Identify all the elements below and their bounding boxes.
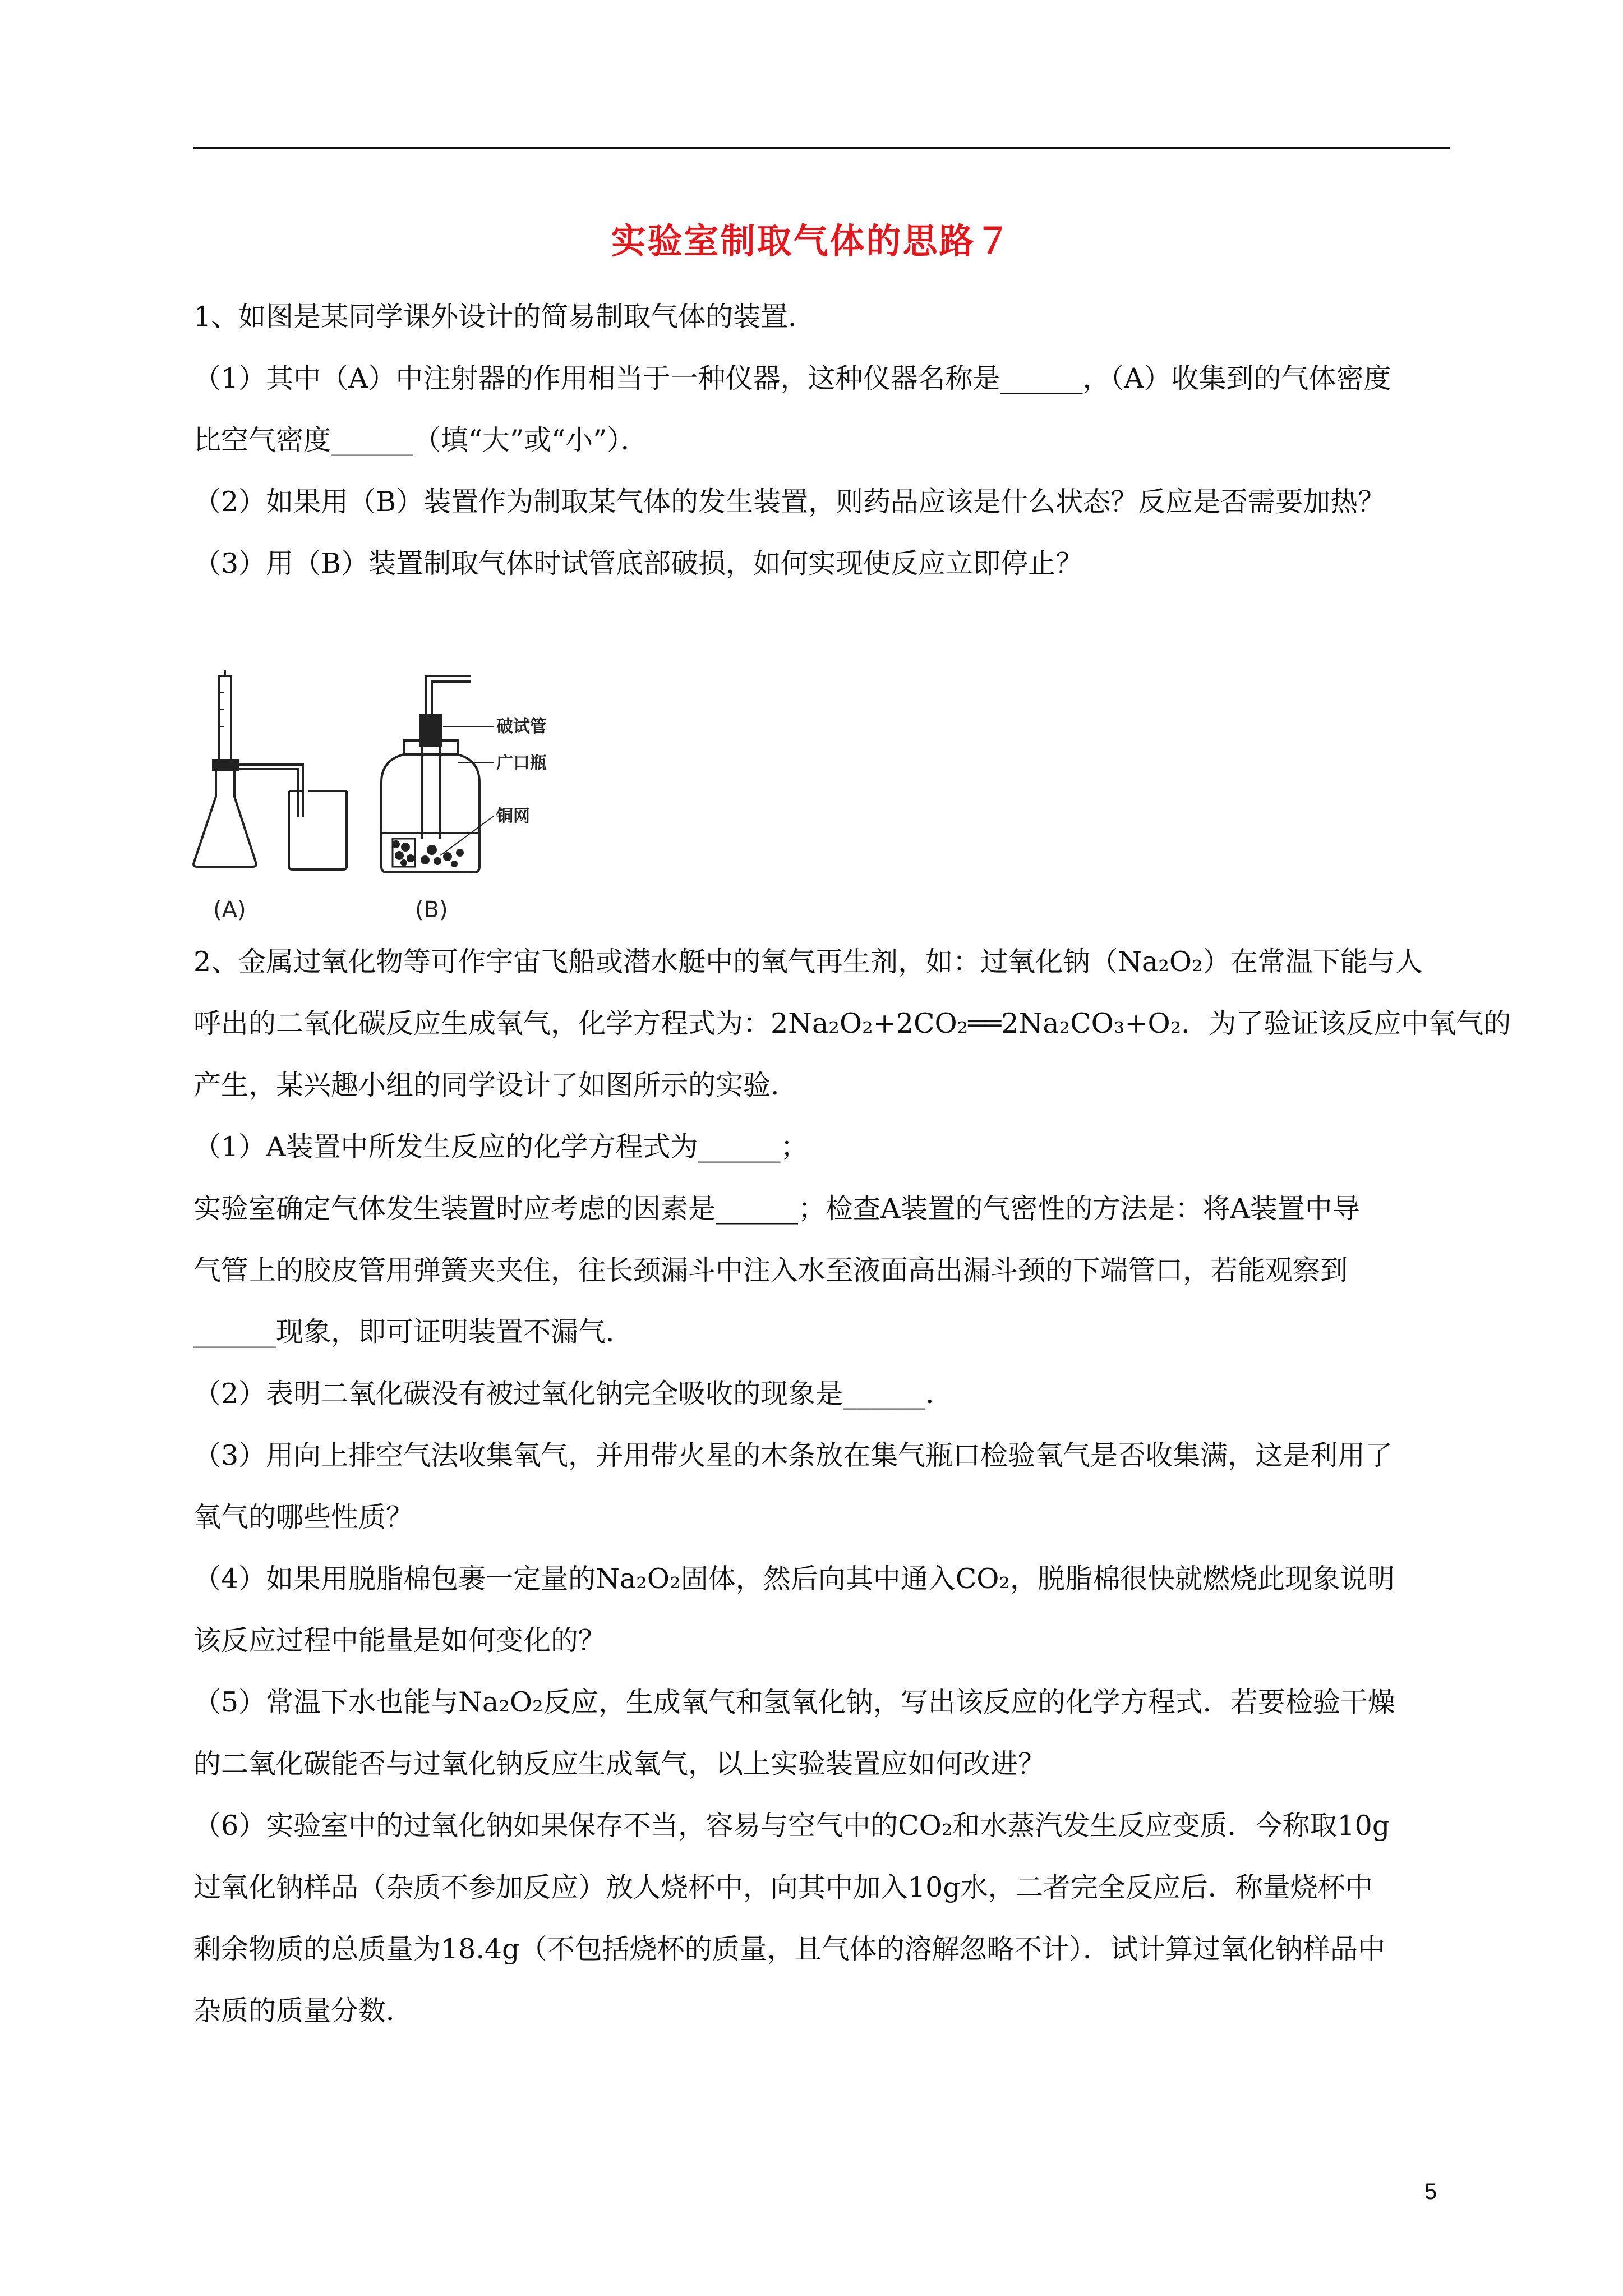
syringe (219, 676, 231, 760)
q2-sub3-line2: 氧气的哪些性质？ (193, 1501, 414, 1533)
apparatus-drawing (191, 670, 583, 928)
q2-sub6-line2: 过氧化钠样品（杂质不参加反应）放人烧杯中，向其中加入10g水，二者完全反应后．称量烧杯中 (193, 1871, 1373, 1903)
apparatus-figure (191, 670, 583, 928)
q2-stem-line2: 呼出的二氧化碳反应生成氧气，化学方程式为：2Na₂O₂+2CO₂══2Na₂CO₃+O₂．为了验证该反应中氧气的 (193, 1007, 1511, 1039)
header-rule (193, 147, 1450, 149)
label-broken-tube: 破试管 (496, 717, 547, 737)
q1-part2: （2）如果用（B）装置作为制取某气体的发生装置，则药品应该是什么状态？反应是否需要加热？ (193, 486, 1386, 518)
q2-sub4-line1: （4）如果用脱脂棉包裹一定量的Na₂O₂固体，然后向其中通入CO₂，脱脂棉很快就燃烧此现象说明 (193, 1563, 1395, 1595)
q2-sub2: （2）表明二氧化碳没有被过氧化钠完全吸收的现象是______． (193, 1378, 953, 1410)
q2-sub6-line4: 杂质的质量分数． (193, 1995, 414, 2027)
label-a: (A) (213, 897, 246, 923)
label-copper-mesh: 铜网 (496, 807, 530, 826)
q2-sub6-line1: （6）实验室中的过氧化钠如果保存不当，容易与空气中的CO₂和水蒸汽发生反应变质．今称取10g (193, 1810, 1390, 1842)
label-b: (B) (415, 897, 448, 923)
q2-sub1-text1: 实验室确定气体发生装置时应考虑的因素是______；检查A装置的气密性的方法是：将A装置中导 (193, 1193, 1360, 1225)
q2-sub5-line2: 的二氧化碳能否与过氧化钠反应生成氧气，以上实验装置应如何改进？ (193, 1748, 1046, 1780)
q2-sub6-line3: 剩余物质的总质量为18.4g（不包括烧杯的质量，且气体的溶解忽略不计）．试计算过氧化钠样品中 (193, 1933, 1385, 1965)
q2-stem-line3: 产生，某兴趣小组的同学设计了如图所示的实验． (193, 1069, 799, 1101)
q1-part1-line1: （1）其中（A）中注射器的作用相当于一种仪器，这种仪器名称是______，（A）收集到的气体密度 (193, 362, 1391, 394)
q1-part1-line2: 比空气密度______（填“大”或“小”）． (193, 424, 648, 456)
q2-sub3-line1: （3）用向上排空气法收集氧气，并用带火星的木条放在集气瓶口检验氧气是否收集满，这是利用了 (193, 1439, 1393, 1471)
q2-sub1-text3: ______现象，即可证明装置不漏气． (193, 1316, 634, 1348)
q2-stem-line1: 2、金属过氧化物等可作宇宙飞船或潜水艇中的氧气再生剂，如：过氧化钠（Na₂O₂）在常温下能与人 (193, 946, 1423, 978)
page-number: 5 (1424, 2179, 1437, 2204)
q2-sub5-line1: （5）常温下水也能与Na₂O₂反应，生成氧气和氢氧化钠，写出该反应的化学方程式．若要检验干燥 (193, 1686, 1395, 1718)
q2-sub4-line2: 该反应过程中能量是如何变化的？ (193, 1625, 606, 1657)
conical-flask (193, 769, 256, 867)
q1-part3: （3）用（B）装置制取气体时试管底部破损，如何实现使反应立即停止？ (193, 547, 1083, 579)
q2-sub1: （1）A装置中所发生反应的化学方程式为______； (193, 1131, 808, 1163)
q1-stem: 1、如图是某同学课外设计的简易制取气体的装置． (193, 301, 816, 333)
q2-sub1-text2: 气管上的胶皮管用弹簧夹夹住，往长颈漏斗中注入水至液面高出漏斗颈的下端管口，若能观察到 (193, 1254, 1348, 1286)
broken-test-tube (422, 746, 440, 839)
label-bottle: 广口瓶 (496, 753, 547, 773)
flask-stopper (213, 760, 238, 770)
page-title: 实验室制取气体的思路７ (611, 220, 1012, 261)
